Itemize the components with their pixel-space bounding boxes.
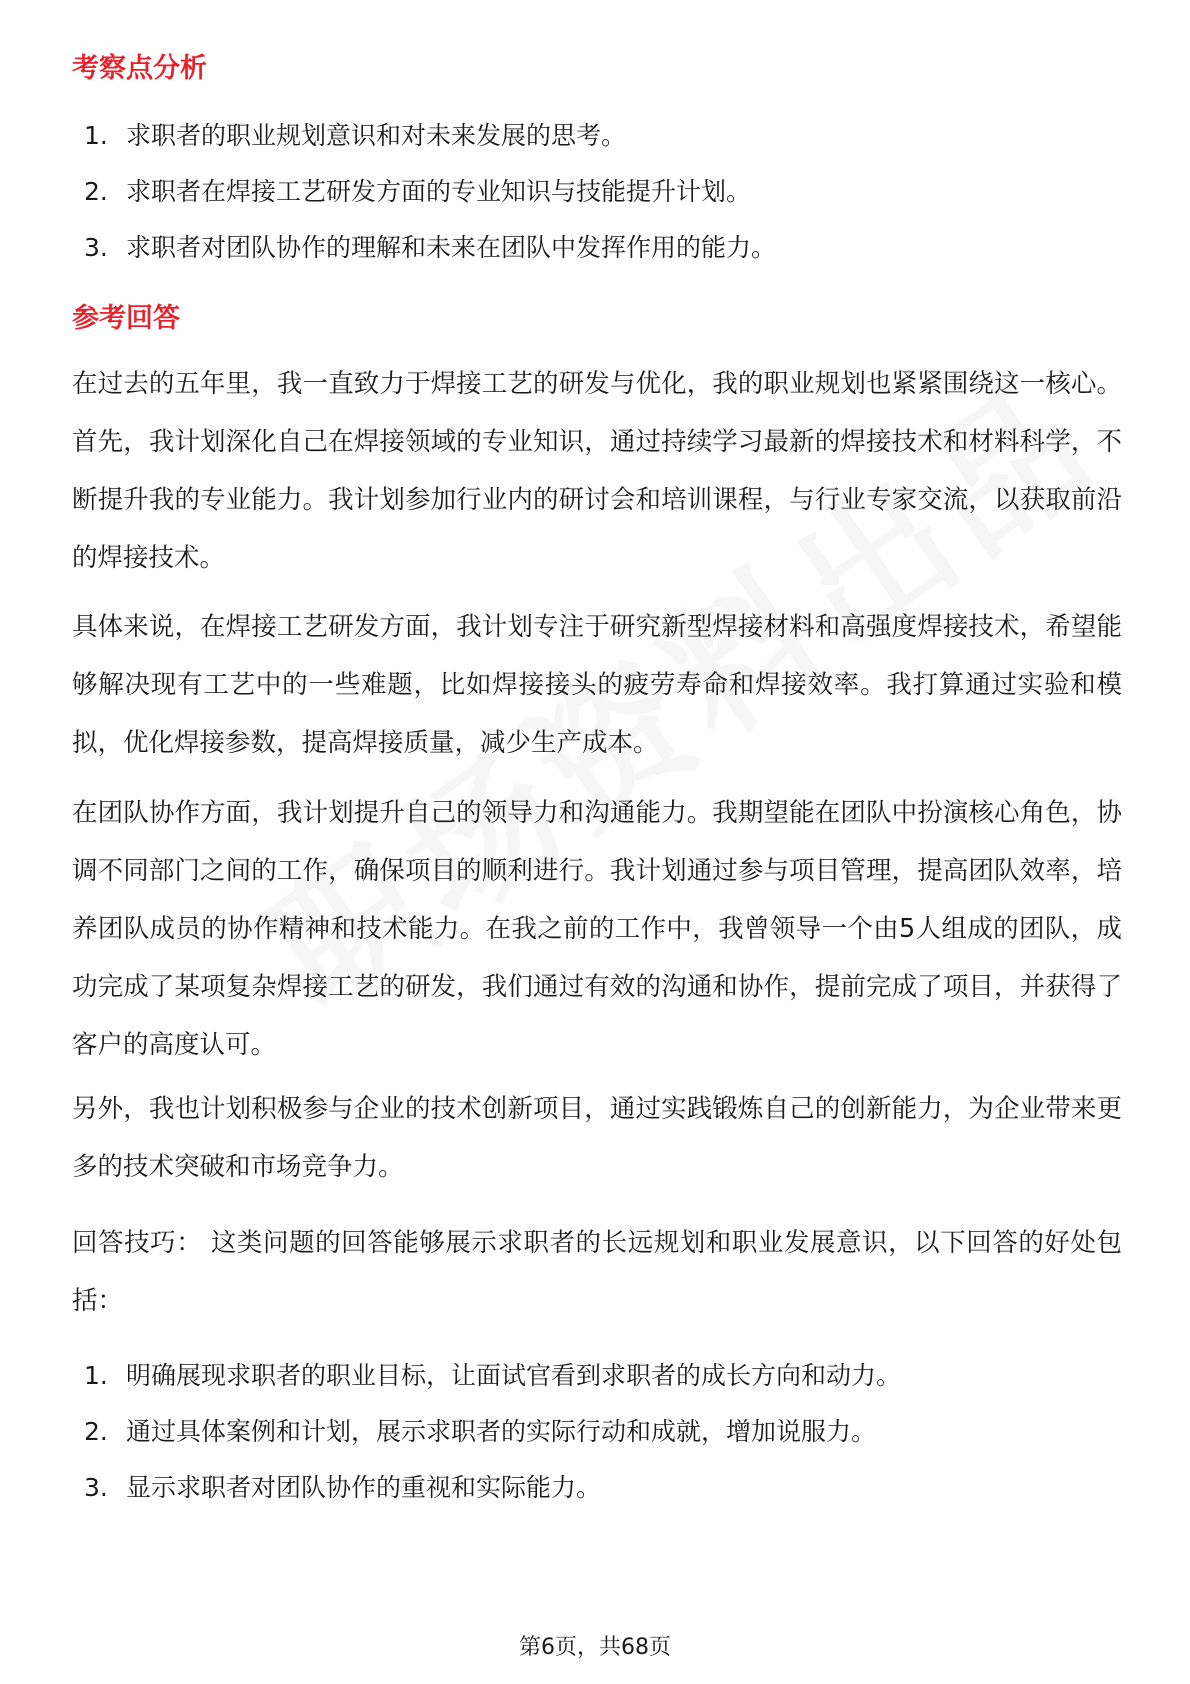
answer-paragraph-4: 另外，我也计划积极参与企业的技术创新项目，通过实践锻炼自己的创新能力，为企业带来更多的技术突破和市场竞争力。 <box>72 1094 1122 1182</box>
list-item: 3. 显示求职者对团队协作的重视和实际能力。 <box>84 1473 602 1502</box>
tips-list <box>84 1348 1124 1516</box>
list-item: 1. 明确展现求职者的职业目标，让面试官看到求职者的成长方向和动力。 <box>84 1361 902 1390</box>
answer-paragraph-1: 在过去的五年里，我一直致力于焊接工艺的研发与优化，我的职业规划也紧紧围绕这一核心。首先，我计划深化自己在焊接领域的专业知识，通过持续学习最新的焊接技术和材料科学，不断提升我的专业能力。我计划参加行业内的研讨会和培训课程，与行业专家交流，以获取前沿的焊接技术。 <box>72 369 1122 573</box>
analysis-list <box>84 108 1124 276</box>
list-item: 3. 求职者对团队协作的理解和未来在团队中发挥作用的能力。 <box>84 233 777 262</box>
page-number: 第6页，共68页 <box>519 1635 671 1660</box>
section-title-analysis: 考察点分析 <box>72 53 207 84</box>
list-item: 1. 求职者的职业规划意识和对未来发展的思考。 <box>84 121 627 150</box>
answer-paragraph-3: 在团队协作方面，我计划提升自己的领导力和沟通能力。我期望能在团队中扮演核心角色，协调不同部门之间的工作，确保项目的顺利进行。我计划通过参与项目管理，提高团队效率，培养团队成员的协作精神和技术能力。在我之前的工作中，我曾领导一个由5人组成的团队，成功完成了某项复杂焊接工艺的研发，我们通过有效的沟通和协作，提前完成了项目，并获得了客户的高度认可。 <box>72 798 1122 1060</box>
section-title-answer: 参考回答 <box>72 303 180 334</box>
answer-paragraph-2: 具体来说，在焊接工艺研发方面，我计划专注于研究新型焊接材料和高强度焊接技术，希望能够解决现有工艺中的一些难题，比如焊接接头的疲劳寿命和焊接效率。我打算通过实验和模拟，优化焊接参数，提高焊接质量，减少生产成本。 <box>72 612 1122 758</box>
list-item: 2. 通过具体案例和计划，展示求职者的实际行动和成就，增加说服力。 <box>84 1417 877 1446</box>
list-item: 2. 求职者在焊接工艺研发方面的专业知识与技能提升计划。 <box>84 177 752 206</box>
answer-tips: 回答技巧： 这类问题的回答能够展示求职者的长远规划和职业发展意识，以下回答的好处包括： <box>72 1228 1122 1316</box>
